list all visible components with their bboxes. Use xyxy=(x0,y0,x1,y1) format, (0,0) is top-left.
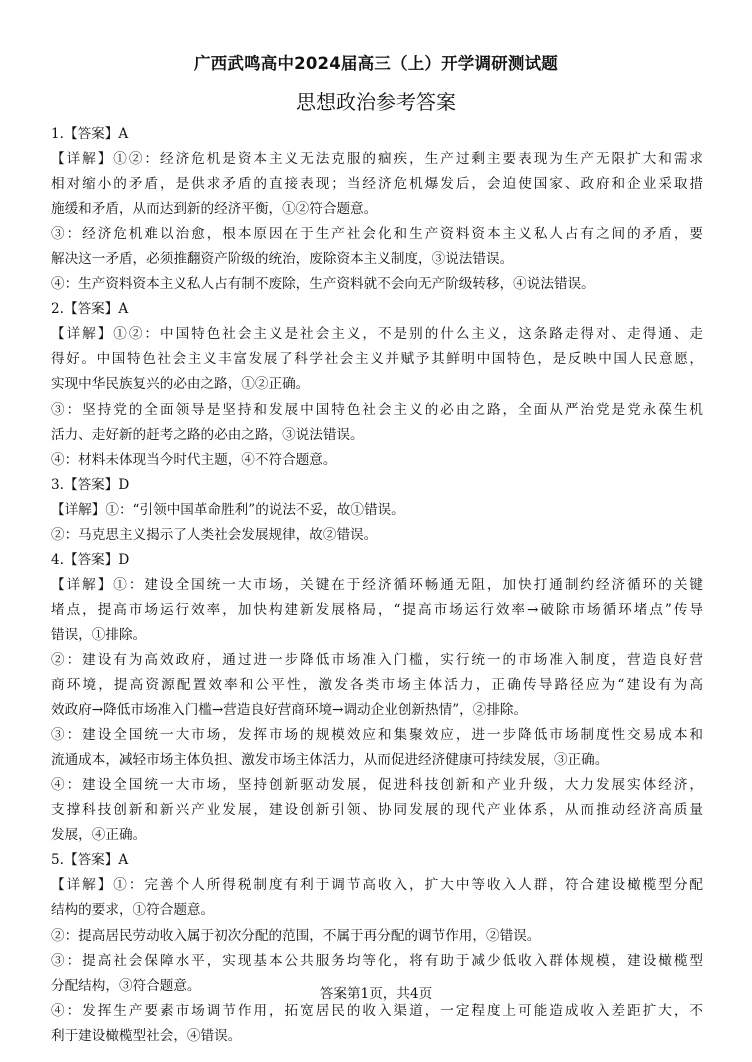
explanation-line: 实现中华民族复兴的必由之路，①②正确。 xyxy=(51,376,310,393)
page-footer: 答案第1页，共4页 xyxy=(319,986,433,1002)
explanation-line: 相对缩小的矛盾，是供求矛盾的直接表现；当经济危机爆发后，会迫使国家、政府和企业采取措 xyxy=(51,176,703,193)
explanation-line: ②：建设有为高效政府，通过进一步降低市场准入门槛，实行统一的市场准入制度，营造良好营 xyxy=(51,651,703,668)
explanation-line: 【详解】①：完善个人所得税制度有利于调节高收入，扩大中等收入人群，符合建设橄榄型分配 xyxy=(51,877,703,894)
explanation-line: ③：建设全国统一大市场，发挥市场的规模效应和集聚效应，进一步降低市场制度性交易成本和 xyxy=(51,727,703,744)
explanation-line: 得好。中国特色社会主义丰富发展了科学社会主义并赋予其鲜明中国特色，是反映中国人民意愿， xyxy=(51,351,703,368)
explanation-line: 施缓和矛盾，从而达到新的经济平衡，①②符合题意。 xyxy=(51,201,378,218)
explanation-line: 利于建设橄榄型社会，④错误。 xyxy=(51,1027,242,1044)
answer-list xyxy=(51,122,703,1049)
answer-block xyxy=(51,848,703,1048)
explanation-line: ②：提高居民劳动收入属于初次分配的范围，不属于再分配的调节作用，②错误。 xyxy=(51,927,541,944)
explanation-line: 错误，①排除。 xyxy=(51,626,147,643)
explanation-line: ③：经济危机难以治愈，根本原因在于生产社会化和生产资料资本主义私人占有之间的矛盾，要 xyxy=(51,226,703,243)
explanation-line: 支撑科技创新和新兴产业发展，建设创新引领、协同发展的现代产业体系，从而推动经济高质量 xyxy=(51,802,703,819)
explanation-line: 【详解】①②：经济危机是资本主义无法克服的痼疾，生产过剩主要表现为生产无限扩大和需求 xyxy=(51,151,703,168)
explanation-line: 【详解】①②：中国特色社会主义是社会主义，不是别的什么主义，这条路走得对、走得通、走 xyxy=(51,326,703,343)
explanation-line: ④：生产资料资本主义私人占有制不废除，生产资料就不会向无产阶级转移，④说法错误。 xyxy=(51,276,595,293)
answer-block xyxy=(51,473,703,548)
page-title: 广西武鸣高中2024届高三（上）开学调研测试题 xyxy=(193,54,559,73)
explanation-line: 商环境，提高资源配置效率和公平性，激发各类市场主体活力，正确传导路径应为“建设有为高 xyxy=(51,677,703,694)
explanation-line: 活力、走好新的赶考之路的必由之路，③说法错误。 xyxy=(51,426,364,443)
answer-block xyxy=(51,297,703,472)
explanation-line: ③：坚持党的全面领导是坚持和发展中国特色社会主义的必由之路，全面从严治党是党永葆生机 xyxy=(51,401,703,418)
explanation-line: 分配结构，③符合题意。 xyxy=(51,977,201,994)
explanation-line: 堵点，提高市场运行效率，加快构建新发展格局，“提高市场运行效率→破除市场循环堵点”传导 xyxy=(51,601,703,618)
explanation-line: 发展，④正确。 xyxy=(51,827,147,844)
explanation-line: ②：马克思主义揭示了人类社会发展规律，故②错误。 xyxy=(51,526,378,543)
answer-heading: 2.【答案】A xyxy=(51,301,129,318)
explanation-line: ④：材料未体现当今时代主题，④不符合题意。 xyxy=(51,451,337,468)
explanation-line: ④：建设全国统一大市场，坚持创新驱动发展，促进科技创新和产业升级，大力发展实体经济， xyxy=(51,777,703,794)
explanation-line: 流通成本，减轻市场主体负担、激发市场主体活力，从而促进经济健康可持续发展，③正确。 xyxy=(51,752,609,769)
answer-heading: 4.【答案】D xyxy=(51,551,130,568)
explanation-line: 效政府→降低市场准入门槛→营造良好营商环境→调动企业创新热情”，②排除。 xyxy=(51,702,528,719)
explanation-line: 解决这一矛盾，必须推翻资产阶级的统治，废除资本主义制度，③说法错误。 xyxy=(51,251,514,268)
explanation-line: 结构的要求，①符合题意。 xyxy=(51,902,215,919)
answer-heading: 3.【答案】D xyxy=(51,476,130,493)
explanation-line: ③：提高社会保障水平，实现基本公共服务均等化，将有助于减少低收入群体规模，建设橄榄型 xyxy=(51,952,703,969)
answer-block xyxy=(51,122,703,297)
answer-block xyxy=(51,548,703,849)
explanation-line: 【详解】①：建设全国统一大市场，关键在于经济循环畅通无阻，加快打通制约经济循环的关键 xyxy=(51,576,703,593)
explanation-line: 【详解】①：“引领中国革命胜利”的说法不妥，故①错误。 xyxy=(51,501,405,518)
answer-heading: 1.【答案】A xyxy=(51,126,129,142)
answer-heading: 5.【答案】A xyxy=(51,852,129,869)
page-subtitle: 思想政治参考答案 xyxy=(296,90,456,114)
explanation-line: ④：发挥生产要素市场调节作用，拓宽居民的收入渠道，一定程度上可能造成收入差距扩大，不 xyxy=(51,1002,703,1019)
